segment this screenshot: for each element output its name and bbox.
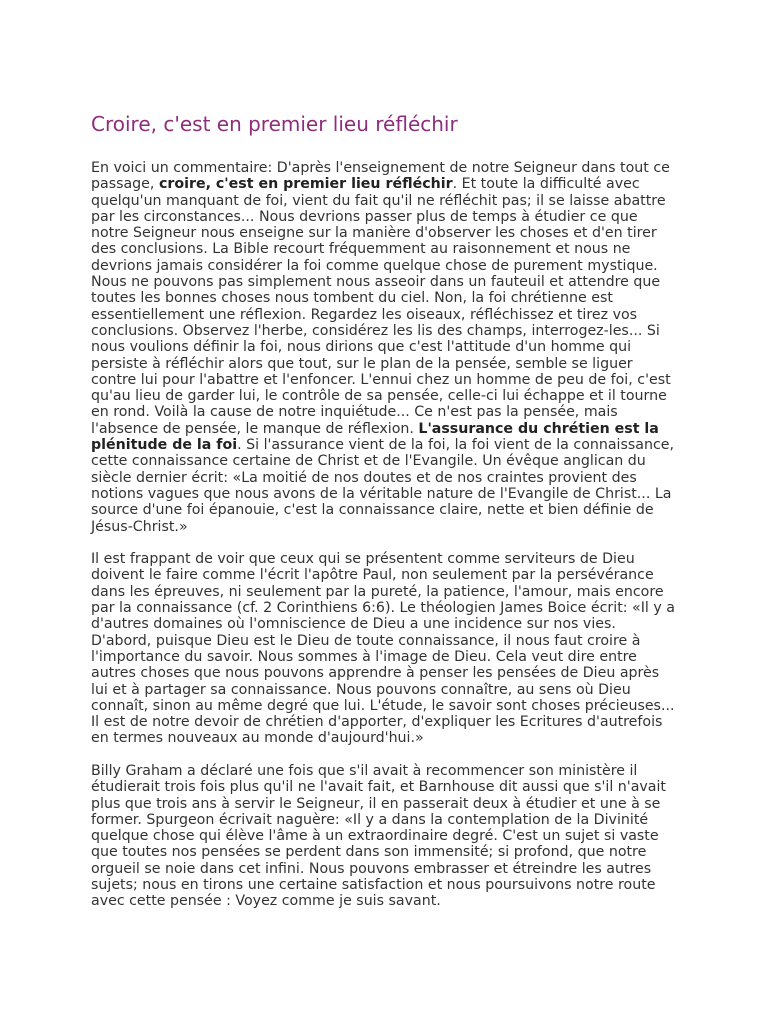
paragraph-1-bold-assurance: L'assurance du chrétien est la plénitude de la foi [91,420,659,454]
document-title: Croire, c'est en premier lieu réfléchir [91,112,458,136]
paragraph-1-bold-phrase: croire, c'est en premier lieu réfléchir [158,176,453,193]
paragraph-1-intro: En voici un commentaire: D'après l'enseignement de notre Seigneur dans tout ce passage, [91,160,670,193]
paragraph-3: Billy Graham a déclaré une fois que s'il avait à recommencer son ministère il étudierait trois fois plus qu'il ne l'avait fait, et Barnhouse dit aussi que s'il n'avait plus que trois ans à servir le Seigneur, il en passerait deux à étudier et une à se former. Spurgeon écrivait naguère: «Il y a dans la contemplation de la Divinité quelque chose qui élève l'âme à un extraordinaire degré. C'est un sujet si vaste que toutes nos pensées se perdent dans son immensité; si profond, que notre orgueil se noie dans cet infini. Nous pouvons embrasser et étreindre les autres sujets; nous en tirons une certaine satisfaction et nous poursuivons notre route avec cette pensée : Voyez comme je suis savant. [91,762,666,910]
paragraph-2: Il est frappant de voir que ceux qui se présentent comme serviteurs de Dieu doivent le faire comme l'écrit l'apôtre Paul, non seulement par la persévérance dans les épreuves, ni seulement par la pureté, la patience, l'amour, mais encore par la connaissance (cf. 2 Corinthiens 6:6). Le théologien James Boice écrit: «Il y a d'autres domaines où l'omniscience de Dieu a une incidence sur nos vies. D'abord, puisque Dieu est le Dieu de toute connaissance, il nous faut croire à l'importance du savoir. Nous sommes à l'image de Dieu. Cela veut dire entre autres choses que nous pouvons apprendre à penser les pensées de Dieu après lui et à partager sa connaissance. Nous pouvons connaître, au sens où Dieu connaît, sinon au même degré que lui. L'étude, le savoir sont choses précieuses... Il est de notre devoir de chrétien d'apporter, d'expliquer les Ecritures d'autrefois en termes nouveaux au monde d'aujourd'hui.» [91,551,675,747]
document-page [91,110,677,926]
paragraph-1 [91,160,677,535]
paragraph-1-body: . Et toute la difficulté avec quelqu'un manquant de foi, vient du fait qu'il ne réfléchit pas; il se laisse abattre par les circonstances... Nous devrions passer plus de temps à étudier ce que notre Seigneur nous enseigne sur la manière d'observer les choses et d'en tirer des conclusions. La Bible recourt fréquemment au raisonnement et nous ne devrions jamais considérer la foi comme quelque chose de purement mystique. Nous ne pouvons pas simplement nous asseoir dans un fauteuil et attendre que toutes les bonnes choses nous tombent du ciel. Non, la foi chrétienne est essentiellement une réflexion. Regardez les oiseaux, réfléchissez et tirez vos conclusions. Observez l'herbe, considérez les lis des champs, interrogez-les... Si nous voulions définir la foi, nous dirions que c'est l'attitude d'un homme qui persiste à réfléchir alors que tout, sur le plan de la pensée, semble se liguer contre lui pour l'abattre et l'enfoncer. L'ennui chez un homme de peu de foi, c'est qu'au lieu de garder lui, le contrôle de sa pensée, celle-ci lui échappe et il tourne en rond. Voilà la cause de notre inquiétude... Ce n'est pas la pensée, mais l'absence de pensée, le manque de réflexion. [91,176,671,437]
paragraph-1-ending: . Si l'assurance vient de la foi, la foi vient de la connaissance, cette connaissance certaine de Christ et de l'Evangile. Un évêque anglican du siècle dernier écrit: «La moitié de nos doutes et de nos craintes provient des notions vagues que nous avons de la véritable nature de l'Evangile de Christ... La source d'une foi épanouie, c'est la connaissance claire, nette et bien définie de Jésus-Christ.» [91,437,674,535]
